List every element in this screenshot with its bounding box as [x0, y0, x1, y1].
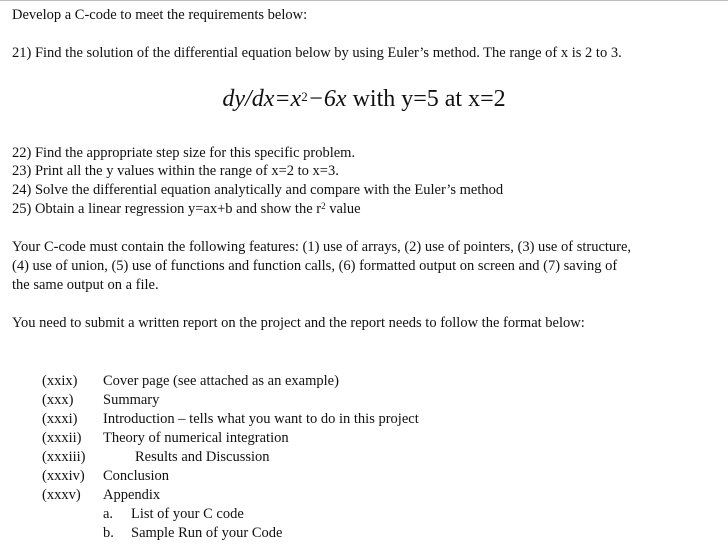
report-item-num: (xxx)	[42, 392, 74, 408]
differential-equation	[0, 84, 728, 114]
equation-mid: −6x	[307, 86, 347, 112]
features-line-2: (4) use of union, (5) use of functions and function calls, (6) formatted output on screen and (7) saving of	[12, 258, 618, 274]
appendix-item-letter: a.	[103, 506, 114, 522]
report-item-text: Results and Discussion	[135, 449, 270, 465]
question-25-after: value	[325, 201, 361, 217]
report-item-text: Conclusion	[103, 468, 170, 484]
question-21: 21) Find the solution of the differential equation below by using Euler’s method. The range of x is 2 to 3.	[12, 45, 622, 61]
report-item-num: (xxxi)	[42, 411, 78, 427]
report-item-text: Appendix	[103, 487, 161, 503]
top-divider	[0, 0, 728, 1]
question-23: 23) Print all the y values within the range of x=2 to x=3.	[12, 163, 339, 179]
report-item-text: Introduction – tells what you want to do in this project	[103, 411, 419, 427]
features-line-1: Your C-code must contain the following features: (1) use of arrays, (2) use of pointers, (3) use of structure,	[12, 239, 632, 255]
question-22: 22) Find the appropriate step size for this specific problem.	[12, 145, 356, 161]
report-item-text: Summary	[103, 392, 160, 408]
question-25-exponent: 2	[321, 201, 326, 211]
equation-exponent: 2	[301, 89, 308, 104]
report-intro: You need to submit a written report on the project and the report needs to follow the format below:	[12, 315, 585, 331]
report-item-text: Theory of numerical integration	[103, 430, 289, 446]
appendix-item-text: Sample Run of your Code	[131, 525, 283, 541]
equation-lhs: dy/dx=x	[222, 86, 302, 112]
report-item-num: (xxxiv)	[42, 468, 85, 484]
question-25-before: 25) Obtain a linear regression y=ax+b and show the r	[12, 201, 322, 217]
equation-tail: with y=5 at x=2	[346, 86, 506, 112]
report-item-num: (xxxiii)	[42, 449, 86, 465]
intro-text: Develop a C-code to meet the requirements below:	[12, 7, 308, 23]
report-item-num: (xxix)	[42, 373, 78, 389]
features-line-3: the same output on a file.	[12, 277, 159, 293]
question-24: 24) Solve the differential equation analytically and compare with the Euler’s method	[12, 182, 504, 198]
appendix-item-letter: b.	[103, 525, 114, 541]
question-25	[12, 200, 361, 218]
report-item-num: (xxxii)	[42, 430, 82, 446]
appendix-item-text: List of your C code	[131, 506, 244, 522]
report-item-num: (xxxv)	[42, 487, 81, 503]
report-item-text: Cover page (see attached as an example)	[103, 373, 339, 389]
